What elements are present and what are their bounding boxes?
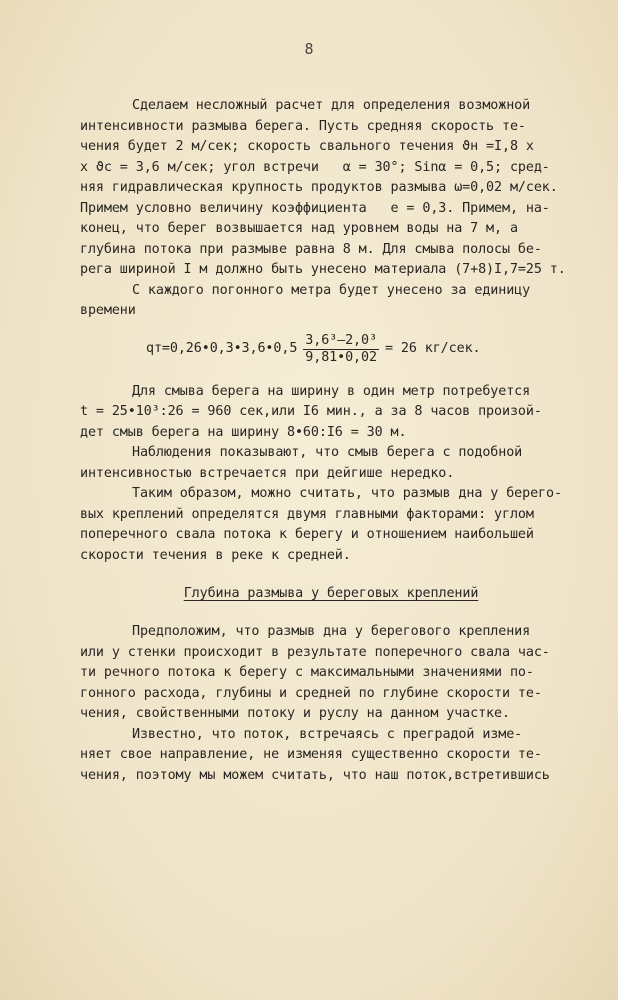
paragraph-erosion-time (80, 382, 582, 444)
text-line: глубина потока при размыве равна 8 м. Для смыва полосы бе- (80, 241, 542, 257)
text-line: дет смыв берега на ширину 8•60:I6 = 30 м. (80, 424, 407, 440)
text-line: Примем условно величину коэффициента e = 0,3. Примем, на- (80, 200, 550, 216)
text-line: С каждого погонного метра будет унесено за единицу (132, 282, 531, 298)
text-line: чения будет 2 м/сек; скорость свального течения ϑн =I,8 x (80, 139, 534, 154)
text-line: чения, свойственными потоку и руслу на данном участке. (80, 706, 510, 721)
formula-rhs: = 26 кг/сек. (384, 341, 481, 357)
section-heading-text: Глубина размыва у береговых креплений (183, 586, 479, 601)
text-line: ти речного потока к берегу с максимальными значениями по- (80, 665, 534, 680)
text-line: времени (80, 303, 136, 318)
text-line: Для смыва берега на ширину в один метр потребуется (132, 383, 531, 399)
text-line: поперечного свала потока к берегу и отношением наибольшей (80, 527, 534, 542)
formula-lhs: qт=0,26•0,3•3,6•0,5 (146, 341, 298, 357)
formula-fraction (303, 333, 379, 366)
text-line: x ϑс = 3,6 м/сек; угол встречи α = 30°; Sinα = 0,5; сред- (80, 159, 550, 175)
text-line: Сделаем несложный расчет для определения возможной (132, 98, 531, 113)
text-line: скорости течения в реке к средней. (80, 547, 351, 563)
section-heading (80, 584, 582, 606)
text-line: Известно, что поток, встречаясь с преградой изме- (132, 726, 523, 742)
text-line: гонного расхода, глубины и средней по глубине скорости те- (80, 685, 542, 701)
text-line: t = 25•10³:26 = 960 сек,или I6 мин., а за 8 часов произой- (80, 404, 542, 419)
text-line: интенсивностью встречается при дейгише нередко. (80, 465, 455, 481)
text-line: чения, поэтому мы можем считать, что наш поток,встретившись (80, 767, 550, 783)
text-line: интенсивности размыва берега. Пусть средняя скорость те- (80, 118, 526, 134)
paragraph-assumption (80, 622, 582, 725)
page-number: 8 (304, 40, 314, 58)
formula-denominator: 9,81•0,02 (305, 350, 377, 365)
text-line: рега шириной I м должно быть унесено материала (7+8)I,7=25 т. (80, 262, 566, 277)
text-line: конец, что берег возвышается над уровнем воды на 7 м, а (80, 221, 518, 236)
text-line: вых креплений определятся двумя главными факторами: углом (80, 506, 534, 522)
paragraph-per-meter (80, 281, 582, 322)
paragraph-calculation (80, 96, 582, 281)
paragraph-observations (80, 443, 582, 484)
formula-numerator: 3,6³–2,0³ (305, 333, 377, 348)
text-line: Таким образом, можно считать, что размыв дна у берего- (132, 486, 562, 501)
text-line: няет свое направление, не изменяя существенно скорости те- (80, 747, 542, 762)
text-line: Наблюдения показывают, что смыв берега с подобной (132, 445, 523, 460)
formula-discharge (146, 330, 582, 370)
text-line: или у стенки происходит в результате поперечного свала час- (80, 644, 550, 660)
paragraph-flow-direction (80, 725, 582, 787)
text-line: няя гидравлическая крупность продуктов размыва ω=0,02 м/сек. (80, 180, 558, 195)
paragraph-conclusion (80, 484, 582, 566)
text-line: Предположим, что размыв дна у берегового крепления (132, 624, 531, 639)
document-body (80, 96, 582, 786)
